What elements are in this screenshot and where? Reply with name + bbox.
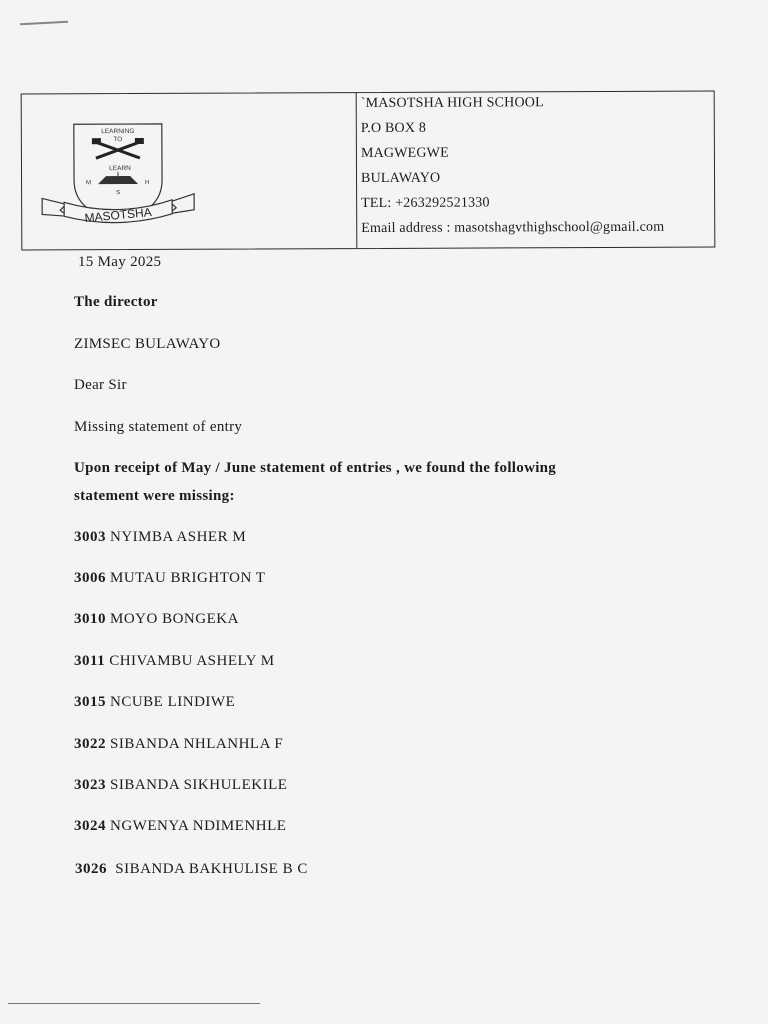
entry-name: MUTAU BRIGHTON T <box>110 570 266 586</box>
body-paragraph-line-1: Upon receipt of May / June statement of entries , we found the following <box>74 460 557 476</box>
letterhead-divider <box>356 93 358 248</box>
entry-row <box>74 570 265 587</box>
crest-initial-h: H <box>145 179 150 186</box>
entry-number: 3023 <box>74 777 106 793</box>
letterhead <box>21 90 716 250</box>
entry-number: 3011 <box>74 653 106 669</box>
school-crest-logo <box>38 120 199 237</box>
entry-name: NYIMBA ASHER M <box>110 529 247 545</box>
letter-subject: Missing statement of entry <box>74 419 243 435</box>
town: MAGWEGWE <box>360 145 449 162</box>
scan-mark <box>20 21 68 26</box>
entry-name: NCUBE LINDIWE <box>110 694 236 710</box>
entry-name: SIBANDA BAKHULISE B C <box>111 861 308 877</box>
entry-row <box>74 694 235 711</box>
entry-number: 3003 <box>74 529 106 545</box>
crest-banner-text: MASOTSHA <box>83 205 153 226</box>
entry-row <box>75 861 308 878</box>
entry-row <box>74 818 286 835</box>
entry-row <box>74 653 275 670</box>
entry-name: SIBANDA SIKHULEKILE <box>110 777 288 793</box>
scan-mark <box>8 1003 260 1004</box>
entry-number: 3026 <box>75 861 107 877</box>
recipient-organization: ZIMSEC BULAWAYO <box>74 336 221 352</box>
salutation: Dear Sir <box>74 377 127 393</box>
school-name: `MASOTSHA HIGH SCHOOL <box>360 95 544 112</box>
entry-number: 3024 <box>74 818 106 834</box>
entry-row <box>74 611 239 628</box>
entry-row <box>74 736 283 753</box>
body-paragraph-line-2: statement were missing: <box>74 488 235 504</box>
entry-number: 3010 <box>74 611 106 627</box>
entry-row <box>74 529 246 546</box>
letter-date: 15 May 2025 <box>78 254 162 270</box>
entry-name: NGWENYA NDIMENHLE <box>110 818 287 834</box>
entry-number: 3015 <box>74 694 106 710</box>
school-address-block <box>361 92 707 242</box>
entry-number: 3006 <box>74 570 106 586</box>
entry-name: MOYO BONGEKA <box>110 611 239 627</box>
recipient-title: The director <box>74 294 158 310</box>
crest-text-top: LEARNING <box>101 128 135 136</box>
email-address: Email address : masotshagvthighschool@gmail.com <box>361 219 665 237</box>
crest-initial-s: S <box>116 190 121 197</box>
crest-text-to: TO <box>113 136 123 144</box>
crest-initial-m: M <box>86 180 92 187</box>
entry-name: SIBANDA NHLANHLA F <box>110 736 284 752</box>
city: BULAWAYO <box>361 170 441 187</box>
telephone: TEL: +263292521330 <box>361 195 490 212</box>
po-box: P.O BOX 8 <box>360 120 427 137</box>
entry-row <box>74 777 287 794</box>
crest-text-learn: LEARN <box>109 165 131 173</box>
entry-number: 3022 <box>74 736 106 752</box>
entry-name: CHIVAMBU ASHELY M <box>109 653 275 669</box>
